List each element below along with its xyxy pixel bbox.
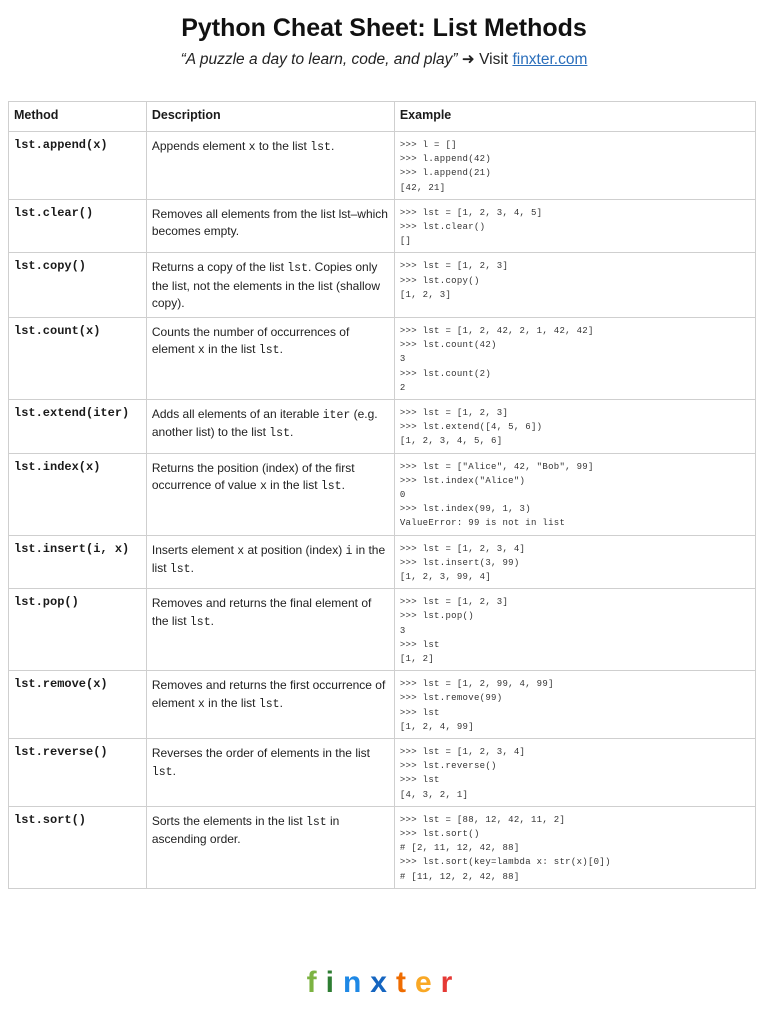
code-token: lst: [320, 480, 342, 494]
logo-letter: x: [370, 966, 396, 999]
method-description: [146, 739, 394, 807]
list-methods-table: [8, 101, 756, 889]
description-text: in ascending order.: [151, 813, 340, 847]
method-description: [146, 399, 394, 453]
logo-letter: i: [325, 966, 343, 999]
method-description: [146, 317, 394, 399]
method-name: lst.clear(): [9, 199, 147, 253]
finxter-link[interactable]: finxter.com: [512, 51, 588, 68]
logo-letter: f: [306, 966, 326, 999]
code-example: >>> lst = [1, 2, 42, 2, 1, 42, 42] >>> lst.count(42) 3 >>> lst.count(2) 2: [394, 317, 755, 399]
description-text: Reverses the order of elements in the list: [151, 746, 370, 760]
tagline-quote: “A puzzle a day to learn, code, and play”: [180, 51, 458, 68]
code-example: >>> lst = [1, 2, 3] >>> lst.pop() 3 >>> lst [1, 2]: [394, 589, 755, 671]
description-text: Removes and returns the first occurrence of element: [151, 678, 386, 710]
method-name: lst.copy(): [9, 253, 147, 318]
method-name: lst.reverse(): [9, 739, 147, 807]
code-token: x: [237, 544, 245, 558]
description-text: .: [289, 425, 294, 440]
code-token: lst: [269, 427, 290, 441]
description-text: in the list: [204, 342, 259, 357]
table-row: [9, 399, 756, 453]
table-row: [9, 535, 756, 589]
method-description: [146, 199, 394, 253]
description-text: Appends element: [151, 139, 249, 153]
description-text: to the list: [255, 139, 311, 153]
description-text: Removes and returns the final element of the list: [151, 596, 372, 628]
method-name: lst.append(x): [9, 132, 147, 200]
code-token: lst: [310, 141, 331, 154]
logo-letter: t: [395, 966, 415, 999]
table-row: [9, 806, 756, 888]
method-name: lst.remove(x): [9, 671, 147, 739]
code-example: >>> lst = [1, 2, 3, 4] >>> lst.insert(3, 99) [1, 2, 3, 99, 4]: [394, 535, 755, 589]
method-description: [146, 671, 394, 739]
code-token: x: [259, 480, 267, 494]
description-text: .: [279, 342, 283, 357]
finxter-logo: [0, 966, 768, 1000]
method-name: lst.sort(): [9, 806, 147, 888]
code-example: >>> lst = [1, 2, 3] >>> lst.copy() [1, 2, 3]: [394, 253, 755, 318]
description-text: Returns the position (index) of the first occurrence of value: [151, 460, 355, 493]
description-text: at position (index): [244, 542, 346, 557]
logo-letter: r: [440, 966, 462, 999]
description-text: Removes all elements from the list lst–which becomes empty.: [151, 206, 388, 239]
description-text: Returns a copy of the list: [151, 260, 288, 275]
description-text: . Copies only the list, not the elements in the list (shallow copy).: [151, 260, 380, 311]
table-row: [9, 739, 756, 807]
table-header-row: [9, 102, 756, 132]
column-header-description: Description: [146, 102, 394, 132]
description-text: .: [190, 561, 194, 576]
code-example: >>> lst = [1, 2, 3] >>> lst.extend([4, 5, 6]) [1, 2, 3, 4, 5, 6]: [394, 399, 755, 453]
description-text: (e.g. another list) to the list: [151, 406, 378, 440]
method-description: [146, 806, 394, 888]
method-name: lst.index(x): [9, 453, 147, 535]
column-header-example: Example: [394, 102, 755, 132]
method-description: [146, 535, 394, 589]
code-token: lst: [258, 697, 280, 711]
table-row: [9, 199, 756, 253]
description-text: .: [172, 763, 176, 778]
code-example: >>> lst = [1, 2, 3, 4] >>> lst.reverse() >>> lst [4, 3, 2, 1]: [394, 739, 755, 807]
table-row: [9, 671, 756, 739]
code-token: x: [197, 344, 205, 358]
code-example: >>> lst = ["Alice", 42, "Bob", 99] >>> lst.index("Alice") 0 >>> lst.index(99, 1, 3) ValueError: 99 is not in list: [394, 453, 755, 535]
code-token: lst: [305, 815, 327, 829]
method-name: lst.extend(iter): [9, 399, 147, 453]
code-token: lst: [287, 262, 308, 276]
description-text: Adds all elements of an iterable: [151, 406, 323, 421]
method-description: [146, 253, 394, 318]
page-title: Python Cheat Sheet: List Methods: [181, 14, 587, 42]
table-row: [9, 253, 756, 318]
table-row: [9, 132, 756, 200]
method-name: lst.insert(i, x): [9, 535, 147, 589]
description-text: in the list: [204, 695, 259, 710]
tagline-line: [0, 50, 768, 69]
description-text: Counts the number of occurrences of element: [151, 324, 350, 357]
code-token: iter: [322, 408, 351, 422]
description-text: .: [279, 695, 283, 710]
description-text: Sorts the elements in the list: [151, 813, 306, 828]
method-description: [146, 589, 394, 671]
description-text: .: [341, 478, 345, 493]
code-token: x: [197, 697, 205, 711]
code-token: lst: [189, 615, 211, 629]
method-description: [146, 453, 394, 535]
arrow-icon: ➜: [461, 51, 475, 68]
table-row: [9, 317, 756, 399]
code-token: i: [345, 544, 353, 558]
code-example: >>> lst = [1, 2, 99, 4, 99] >>> lst.remove(99) >>> lst [1, 2, 4, 99]: [394, 671, 755, 739]
logo-letter: n: [342, 966, 371, 999]
table-row: [9, 453, 756, 535]
code-token: lst: [258, 344, 280, 358]
description-text: .: [330, 139, 335, 153]
code-example: >>> lst = [88, 12, 42, 11, 2] >>> lst.sort() # [2, 11, 12, 42, 88] >>> lst.sort(key=lambda x: str(x)[0]) # [11, 12, 2, 42, 88]: [394, 806, 755, 888]
code-example: >>> lst = [1, 2, 3, 4, 5] >>> lst.clear() []: [394, 199, 755, 253]
logo-letter: e: [414, 966, 441, 999]
visit-label: Visit: [479, 51, 509, 68]
description-text: .: [210, 613, 214, 628]
table-row: [9, 589, 756, 671]
code-token: lst: [169, 563, 191, 577]
description-text: Inserts element: [151, 542, 238, 557]
code-token: lst: [151, 765, 173, 779]
code-token: x: [248, 141, 256, 154]
method-description: [146, 132, 394, 200]
column-header-method: Method: [9, 102, 147, 132]
description-text: in the list: [151, 542, 386, 576]
description-text: in the list: [266, 478, 321, 493]
method-name: lst.pop(): [9, 589, 147, 671]
method-name: lst.count(x): [9, 317, 147, 399]
code-example: >>> l = [] >>> l.append(42) >>> l.append(21) [42, 21]: [394, 132, 755, 200]
